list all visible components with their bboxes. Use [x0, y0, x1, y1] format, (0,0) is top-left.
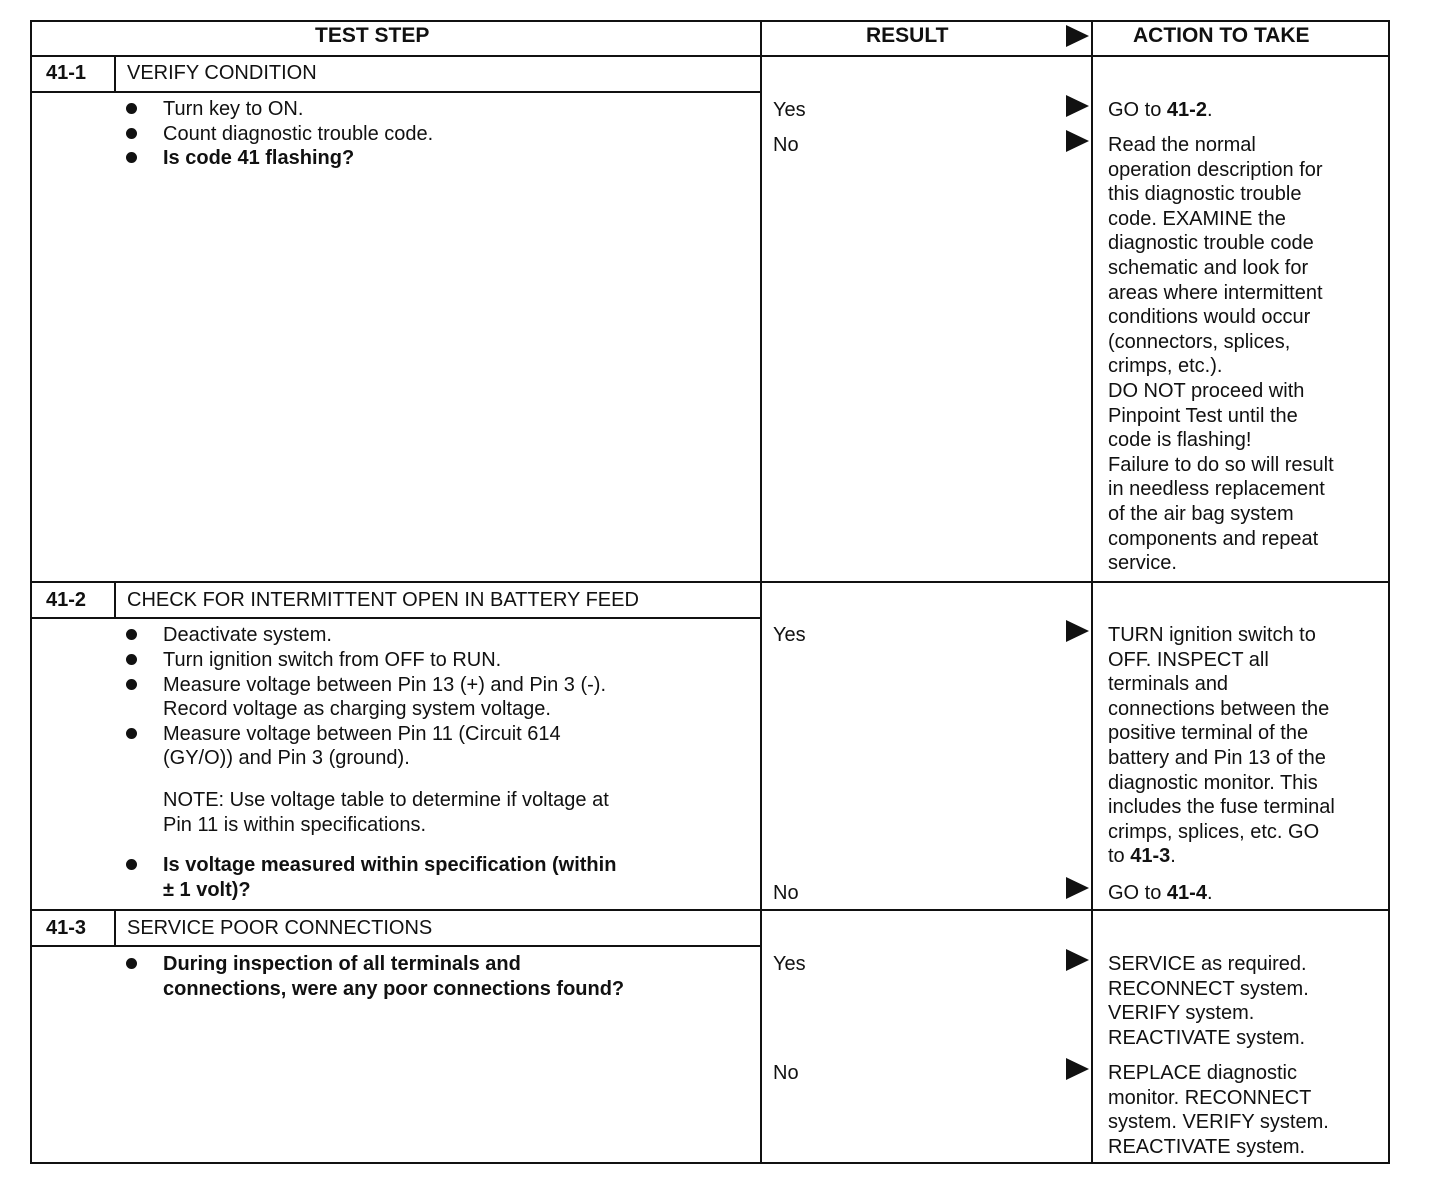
step-note: NOTE: Use voltage table to determine if voltage at Pin 11 is within specifications. — [163, 789, 609, 836]
action-text: TURN ignition switch to OFF. INSPECT all terminals and connections between the positive terminal of the battery and Pin 13 of the diagnostic monitor. This includes the fuse terminal crimps, splices, etc. GO to 41-3. — [1108, 624, 1335, 868]
bullet-icon — [126, 958, 137, 969]
step-bullet: Turn key to ON. — [163, 98, 304, 120]
arrow-icon — [1066, 877, 1089, 899]
step-bullet-continued: (GY/O)) and Pin 3 (ground). — [163, 747, 410, 769]
action-text: GO to 41-4. — [1108, 882, 1213, 904]
header-result: RESULT — [866, 24, 949, 47]
title-rule-41-1 — [30, 91, 761, 93]
step-id-divider-3 — [114, 909, 116, 946]
result-no: No — [773, 134, 799, 156]
step-bullet: Measure voltage between Pin 13 (+) and Pin 3 (-). — [163, 674, 607, 696]
arrow-icon — [1066, 1058, 1089, 1080]
bullet-icon — [126, 103, 137, 114]
step-title: CHECK FOR INTERMITTENT OPEN IN BATTERY FEED — [127, 589, 639, 611]
arrow-icon — [1066, 130, 1089, 152]
step-number: 41-3 — [46, 917, 87, 939]
row-rule-41-3 — [30, 909, 1390, 911]
action-text: GO to 41-2. — [1108, 99, 1213, 121]
step-question: Is code 41 flashing? — [163, 147, 355, 169]
bullet-icon — [126, 728, 137, 739]
step-question: During inspection of all terminals and connections, were any poor connections found? — [163, 953, 625, 1000]
result-yes: Yes — [773, 99, 806, 121]
column-divider-result — [760, 20, 762, 1164]
step-bullet: Measure voltage between Pin 11 (Circuit 614 — [163, 723, 561, 745]
result-yes: Yes — [773, 953, 806, 975]
action-text: Read the normal operation description for this diagnostic trouble code. EXAMINE the diagnostic trouble code schematic and look for areas where intermittent conditions would occur (connectors, splices, crimps, etc.). DO NOT proceed with Pinpoint Test until the code is flashing! Failure to do so will result in needless replacement of the air bag system components and repeat service. — [1108, 134, 1334, 575]
header-rule — [30, 55, 1390, 57]
header-test-step: TEST STEP — [315, 24, 430, 47]
step-number: 41-2 — [46, 589, 87, 611]
step-number: 41-1 — [46, 62, 87, 84]
bullet-icon — [126, 859, 137, 870]
step-bullet-continued: Record voltage as charging system voltage. — [163, 698, 551, 720]
action-text: SERVICE as required. RECONNECT system. VERIFY system. REACTIVATE system. — [1108, 953, 1309, 1049]
arrow-icon — [1066, 95, 1089, 117]
result-no: No — [773, 882, 799, 904]
header-action: ACTION TO TAKE — [1133, 24, 1310, 47]
step-bullet: Count diagnostic trouble code. — [163, 123, 434, 145]
bullet-icon — [126, 152, 137, 163]
step-id-divider-1 — [114, 55, 116, 92]
arrow-icon — [1066, 620, 1089, 642]
arrow-icon — [1066, 949, 1089, 971]
step-title: SERVICE POOR CONNECTIONS — [127, 917, 433, 939]
title-rule-41-3 — [30, 945, 761, 947]
result-no: No — [773, 1062, 799, 1084]
step-id-divider-2 — [114, 581, 116, 618]
arrow-icon — [1066, 25, 1089, 47]
bullet-icon — [126, 128, 137, 139]
title-rule-41-2 — [30, 617, 761, 619]
step-title: VERIFY CONDITION — [127, 62, 317, 84]
column-divider-action — [1091, 20, 1093, 1164]
bullet-icon — [126, 629, 137, 640]
step-bullet: Turn ignition switch from OFF to RUN. — [163, 649, 502, 671]
step-bullet: Deactivate system. — [163, 624, 332, 646]
step-question: Is voltage measured within specification (within ± 1 volt)? — [163, 854, 617, 901]
bullet-icon — [126, 679, 137, 690]
result-yes: Yes — [773, 624, 806, 646]
bullet-icon — [126, 654, 137, 665]
row-rule-41-2 — [30, 581, 1390, 583]
action-text: REPLACE diagnostic monitor. RECONNECT system. VERIFY system. REACTIVATE system. — [1108, 1062, 1329, 1158]
